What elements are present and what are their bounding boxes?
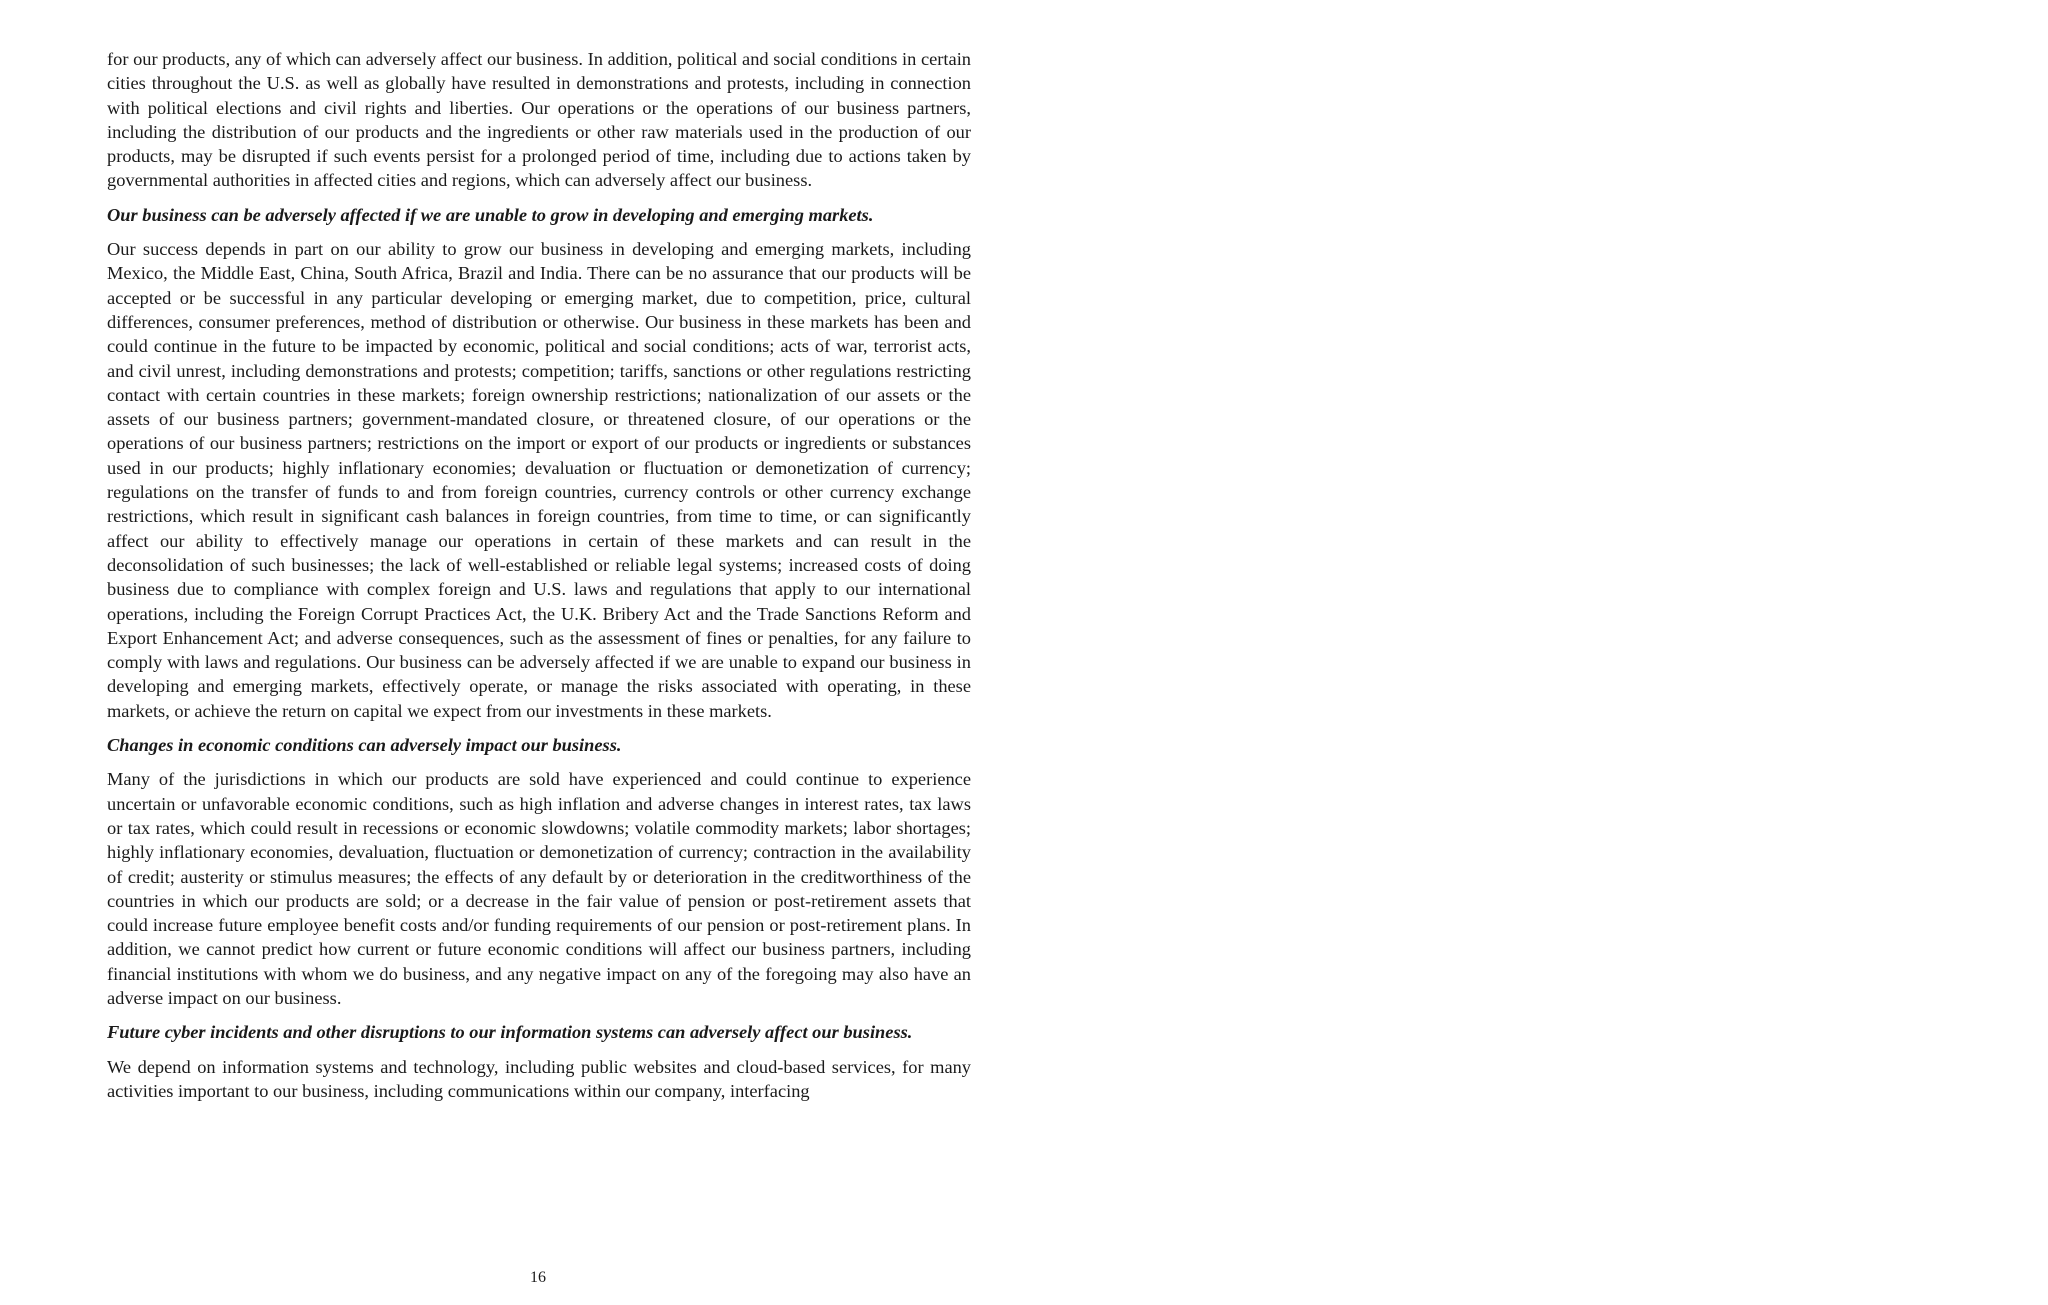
heading-developing-markets: Our business can be adversely affected if we are unable to grow in developing and emerging markets. <box>107 204 874 225</box>
heading-economic-conditions: Changes in economic conditions can adversely impact our business. <box>107 735 622 756</box>
page-number: 16 <box>530 1269 546 1286</box>
heading-cyber-incidents: Future cyber incidents and other disruptions to our information systems can adversely affect our business. <box>107 1022 913 1043</box>
paragraph-cyber-incidents: We depend on information systems and technology, including public websites and cloud-based services, for many activities important to our business, including communications within our company, interfacing <box>107 1056 971 1101</box>
paragraph-developing-markets: Our success depends in part on our ability to grow our business in developing and emerging markets, including Mexico, the Middle East, China, South Africa, Brazil and India. There can be no assurance that our products will be accepted or be successful in any particular developing or emerging market, due to competition, price, cultural differences, consumer preferences, method of distribution or otherwise. Our business in these markets has been and could continue in the future to be impacted by economic, political and social conditions; acts of war, terrorist acts, and civil unrest, including demonstrations and protests; competition; tariffs, sanctions or other regulations restricting contact with certain countries in these markets; foreign ownership restrictions; nationalization of our assets or the assets of our business partners; government-mandated closure, or threatened closure, of our operations or the operations of our business partners; restrictions on the import or export of our products or ingredients or substances used in our products; highly inflationary economies; devaluation or fluctuation or demonetization of currency; regulations on the transfer of funds to and from foreign countries, currency controls or other currency exchange restrictions, which result in significant cash balances in foreign countries, from time to time, or can significantly affect our ability to effectively manage our operations in certain of these markets and can result in the deconsolidation of such businesses; the lack of well-established or reliable legal systems; increased costs of doing business due to compliance with complex foreign and U.S. laws and regulations that apply to our international operations, including the Foreign Corrupt Practices Act, the U.K. Bribery Act and the Trade Sanctions Reform and Export Enhancement Act; and adverse consequences, such as the assessment of fines or penalties, for any failure to comply with laws and regulations. Our business can be adversely affected if we are unable to expand our business in developing and emerging markets, effectively operate, or manage the risks associated with operating, in these markets, or achieve the return on capital we expect from our investments in these markets. <box>107 239 971 721</box>
text-column <box>107 47 971 1113</box>
paragraph-political-conditions: for our products, any of which can adversely affect our business. In addition, political and social conditions in certain cities throughout the U.S. as well as globally have resulted in demonstrations and protests, including in connection with political elections and civil rights and liberties. Our operations or the operations of our business partners, including the distribution of our products and the ingredients or other raw materials used in the production of our products, may be disrupted if such events persist for a prolonged period of time, including due to actions taken by governmental authorities in affected cities and regions, which can adversely affect our business. <box>107 49 971 191</box>
paragraph-economic-conditions: Many of the jurisdictions in which our products are sold have experienced and could continue to experience uncertain or unfavorable economic conditions, such as high inflation and adverse changes in interest rates, tax laws or tax rates, which could result in recessions or economic slowdowns; volatile commodity markets; labor shortages; highly inflationary economies, devaluation, fluctuation or demonetization of currency; contraction in the availability of credit; austerity or stimulus measures; the effects of any default by or deterioration in the creditworthiness of the countries in which our products are sold; or a decrease in the fair value of pension or post-retirement assets that could increase future employee benefit costs and/or funding requirements of our pension or post-retirement plans. In addition, we cannot predict how current or future economic conditions will affect our business partners, including financial institutions with whom we do business, and any negative impact on any of the foregoing may also have an adverse impact on our business. <box>107 769 971 1008</box>
